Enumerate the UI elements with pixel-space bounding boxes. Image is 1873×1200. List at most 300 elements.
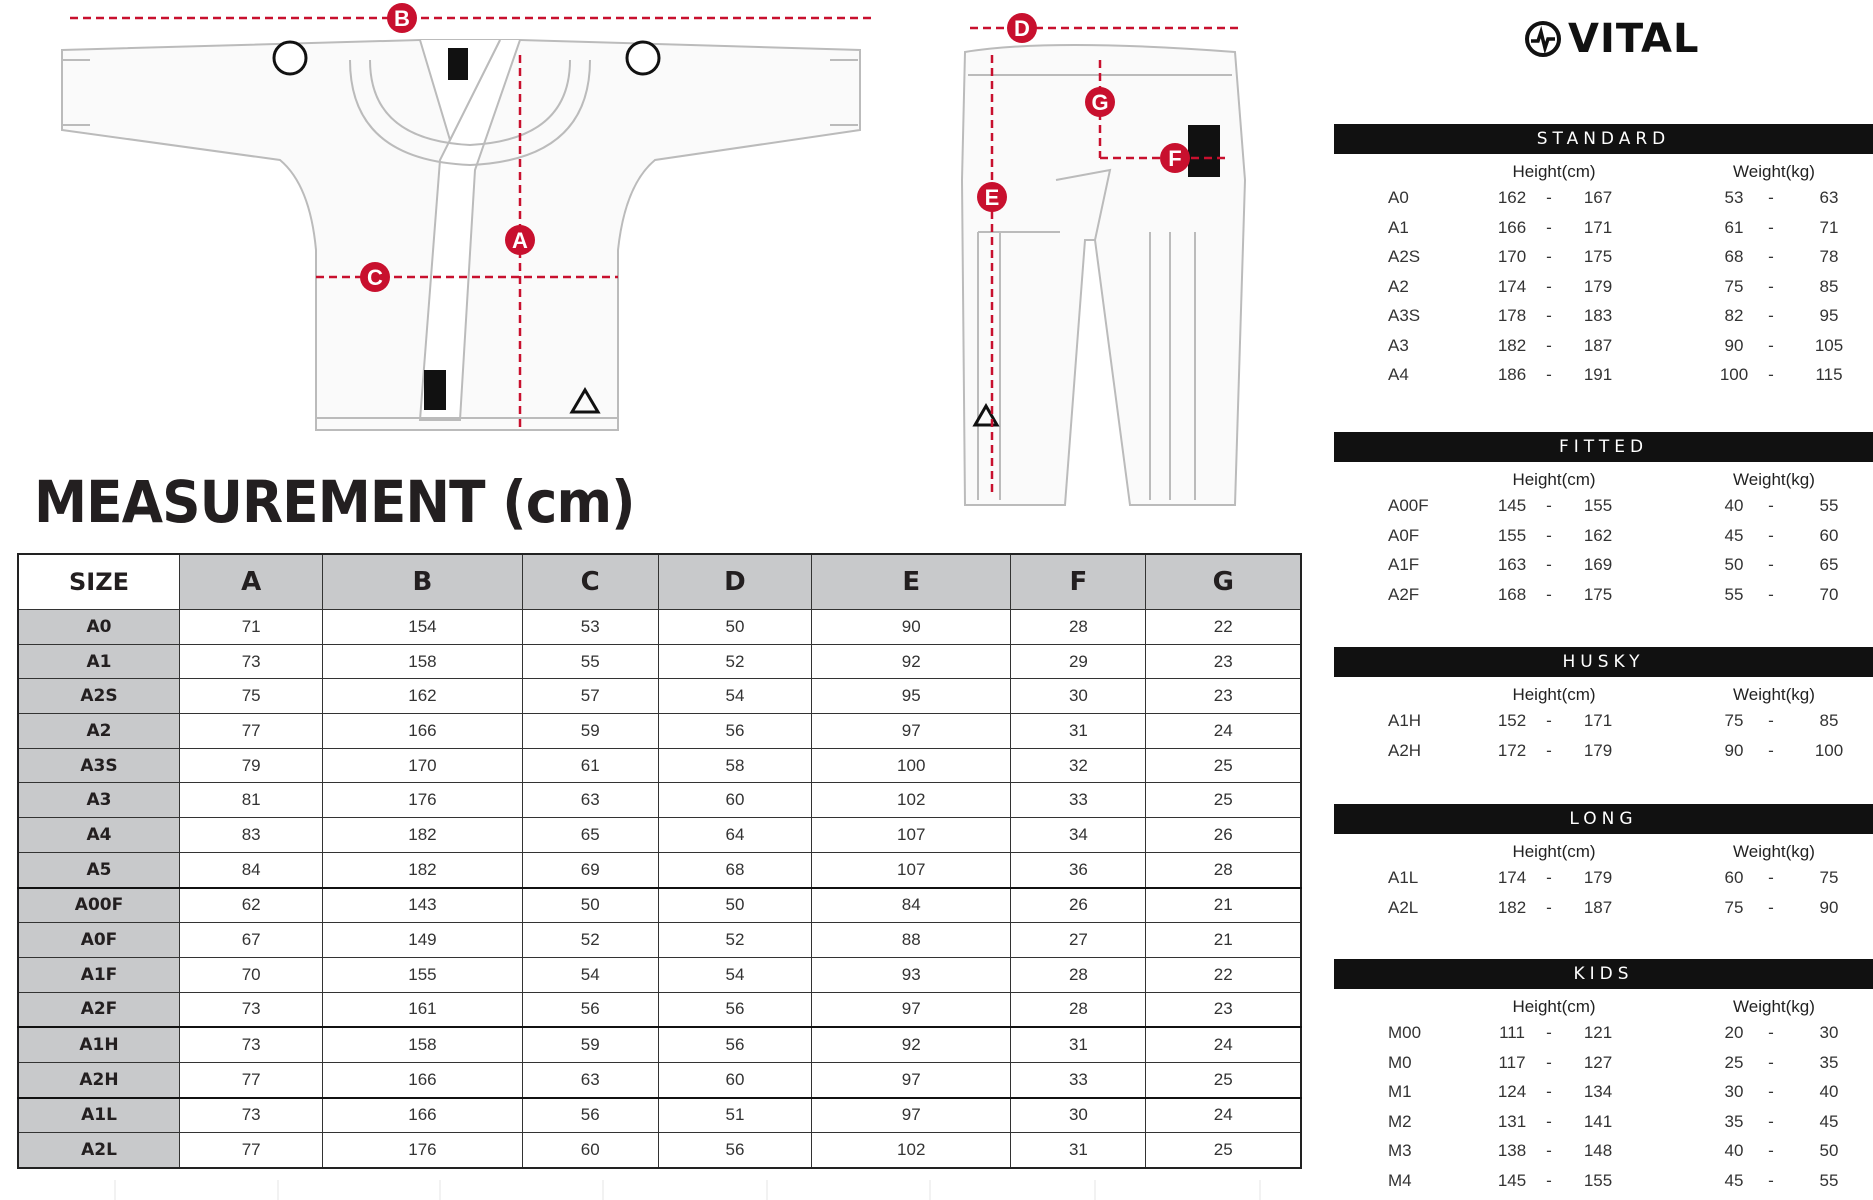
height-max: 191: [1583, 365, 1613, 384]
height-max: 127: [1583, 1052, 1613, 1072]
weight-header: Weight(kg): [1733, 842, 1815, 861]
size-cell: A2S: [18, 679, 180, 714]
value-cell: 34: [1011, 818, 1146, 853]
category-row: [1334, 492, 1873, 522]
height-min: 182: [1497, 335, 1527, 355]
range-dash: -: [1546, 1111, 1552, 1131]
size-label: A0: [1388, 188, 1409, 207]
value-cell: 21: [1146, 923, 1301, 958]
value-cell: 32: [1011, 748, 1146, 783]
table-row: [18, 1062, 1301, 1097]
weight-max: 55: [1819, 496, 1839, 515]
category-row: [1334, 551, 1873, 581]
size-label: A2: [1388, 276, 1409, 296]
weight-min: 20: [1724, 1023, 1744, 1042]
value-cell: 25: [1146, 783, 1301, 818]
range-dash: -: [1768, 365, 1774, 384]
label-a: A: [512, 228, 528, 253]
value-cell: 50: [522, 888, 658, 923]
header-cell: G: [1146, 554, 1301, 610]
weight-header: Weight(kg): [1733, 162, 1815, 181]
value-cell: 28: [1011, 610, 1146, 645]
table-row: [18, 748, 1301, 783]
value-cell: 64: [658, 818, 811, 853]
brand-name: VITAL: [1568, 16, 1700, 62]
weight-min: 75: [1724, 897, 1744, 917]
category-long: [1334, 804, 1873, 923]
value-cell: 75: [180, 679, 323, 714]
value-cell: 73: [180, 644, 323, 679]
range-dash: -: [1768, 740, 1774, 760]
range-dash: -: [1768, 1082, 1774, 1101]
value-cell: 28: [1146, 852, 1301, 887]
weight-max: 35: [1819, 1052, 1839, 1072]
value-cell: 59: [522, 1027, 658, 1062]
category-column-headers: [1334, 677, 1873, 707]
height-max: 167: [1583, 188, 1613, 207]
table-row: [18, 679, 1301, 714]
range-dash: -: [1768, 306, 1774, 325]
value-cell: 52: [658, 923, 811, 958]
height-max: 155: [1583, 496, 1613, 515]
category-column-headers: [1334, 462, 1873, 492]
category-row: [1334, 243, 1873, 273]
value-cell: 107: [812, 818, 1011, 853]
size-label: M0: [1388, 1052, 1412, 1072]
header-cell: SIZE: [18, 554, 180, 610]
size-label: A2S: [1388, 247, 1421, 266]
category-row: [1334, 332, 1873, 362]
size-label: A2H: [1388, 740, 1422, 760]
category-column-headers: [1334, 834, 1873, 864]
height-max: 183: [1583, 306, 1613, 325]
table-row: [18, 957, 1301, 992]
table-row: [18, 992, 1301, 1027]
value-cell: 166: [323, 1062, 522, 1097]
weight-max: 40: [1819, 1082, 1839, 1101]
size-cell: A0F: [18, 923, 180, 958]
value-cell: 26: [1146, 818, 1301, 853]
height-max: 171: [1583, 217, 1613, 237]
height-min: 182: [1497, 897, 1527, 917]
height-min: 162: [1497, 188, 1527, 207]
size-label: A1F: [1388, 555, 1420, 574]
value-cell: 57: [522, 679, 658, 714]
value-cell: 56: [522, 1098, 658, 1133]
range-dash: -: [1546, 1052, 1552, 1072]
category-row: [1334, 1137, 1873, 1167]
range-dash: -: [1768, 1052, 1774, 1072]
value-cell: 65: [522, 818, 658, 853]
weight-min: 50: [1724, 555, 1744, 574]
weight-min: 75: [1724, 711, 1744, 730]
category-row: [1334, 1167, 1873, 1197]
category-title: KIDS: [1334, 959, 1873, 989]
height-max: 171: [1583, 711, 1613, 730]
weight-min: 35: [1724, 1111, 1744, 1131]
value-cell: 31: [1011, 1133, 1146, 1168]
height-min: 117: [1498, 1052, 1526, 1072]
value-cell: 97: [812, 992, 1011, 1027]
weight-min: 82: [1724, 306, 1744, 325]
value-cell: 50: [658, 610, 811, 645]
value-cell: 95: [812, 679, 1011, 714]
label-b: B: [394, 6, 410, 31]
weight-min: 45: [1724, 1170, 1744, 1190]
size-cell: A00F: [18, 888, 180, 923]
header-cell: F: [1011, 554, 1146, 610]
value-cell: 30: [1011, 1098, 1146, 1133]
range-dash: -: [1546, 335, 1552, 355]
range-dash: -: [1546, 897, 1552, 917]
size-label: M2: [1388, 1111, 1412, 1131]
value-cell: 84: [180, 852, 323, 887]
value-cell: 154: [323, 610, 522, 645]
value-cell: 62: [180, 888, 323, 923]
size-label: A3: [1388, 335, 1409, 355]
range-dash: -: [1546, 247, 1552, 266]
height-min: 145: [1497, 1170, 1527, 1190]
range-dash: -: [1768, 188, 1774, 207]
value-cell: 24: [1146, 714, 1301, 749]
header-cell: D: [658, 554, 811, 610]
size-label: A2L: [1388, 897, 1419, 917]
weight-max: 45: [1819, 1111, 1839, 1131]
value-cell: 102: [812, 783, 1011, 818]
range-dash: -: [1768, 1170, 1774, 1190]
category-row: [1334, 1108, 1873, 1138]
value-cell: 79: [180, 748, 323, 783]
value-cell: 28: [1011, 957, 1146, 992]
height-min: 174: [1497, 276, 1527, 296]
weight-min: 30: [1724, 1082, 1744, 1101]
value-cell: 102: [812, 1133, 1011, 1168]
value-cell: 97: [812, 1098, 1011, 1133]
value-cell: 63: [522, 783, 658, 818]
height-max: 179: [1583, 276, 1613, 296]
range-dash: -: [1768, 868, 1774, 887]
category-standard: [1334, 124, 1873, 391]
weight-max: 65: [1819, 555, 1839, 574]
height-min: 138: [1497, 1141, 1527, 1160]
height-min: 111: [1499, 1023, 1525, 1042]
value-cell: 77: [180, 714, 323, 749]
height-header: Height(cm): [1512, 685, 1596, 704]
category-title: FITTED: [1334, 432, 1873, 462]
category-row: [1334, 302, 1873, 332]
value-cell: 143: [323, 888, 522, 923]
weight-max: 85: [1819, 276, 1839, 296]
height-min: 124: [1497, 1082, 1527, 1101]
size-label: M1: [1388, 1082, 1412, 1101]
range-dash: -: [1546, 1170, 1552, 1190]
weight-max: 55: [1819, 1170, 1839, 1190]
value-cell: 71: [180, 610, 323, 645]
table-row: [18, 783, 1301, 818]
size-cell: A5: [18, 852, 180, 887]
size-label: M3: [1388, 1141, 1412, 1160]
value-cell: 77: [180, 1133, 323, 1168]
size-cell: A1F: [18, 957, 180, 992]
table-row: [18, 888, 1301, 923]
value-cell: 23: [1146, 992, 1301, 1027]
weight-max: 60: [1819, 525, 1839, 545]
weight-max: 75: [1819, 868, 1839, 887]
category-row: [1334, 214, 1873, 244]
table-row: [18, 1098, 1301, 1133]
range-dash: -: [1546, 1141, 1552, 1160]
measurement-table-body: [18, 610, 1301, 1169]
weight-max: 95: [1819, 306, 1839, 325]
size-cell: A3: [18, 783, 180, 818]
range-dash: -: [1768, 335, 1774, 355]
value-cell: 83: [180, 818, 323, 853]
weight-max: 85: [1819, 711, 1839, 730]
value-cell: 52: [522, 923, 658, 958]
height-header: Height(cm): [1512, 997, 1596, 1016]
size-cell: A2L: [18, 1133, 180, 1168]
value-cell: 36: [1011, 852, 1146, 887]
value-cell: 30: [1011, 679, 1146, 714]
range-dash: -: [1768, 217, 1774, 237]
category-title: STANDARD: [1334, 124, 1873, 154]
category-row: [1334, 273, 1873, 303]
value-cell: 25: [1146, 1133, 1301, 1168]
category-kids: [1334, 959, 1873, 1196]
category-row: [1334, 1019, 1873, 1049]
value-cell: 23: [1146, 644, 1301, 679]
value-cell: 29: [1011, 644, 1146, 679]
weight-max: 30: [1819, 1023, 1839, 1042]
weight-header: Weight(kg): [1733, 685, 1815, 704]
value-cell: 26: [1011, 888, 1146, 923]
value-cell: 166: [323, 714, 522, 749]
size-label: A1: [1388, 217, 1409, 237]
value-cell: 88: [812, 923, 1011, 958]
range-dash: -: [1768, 1141, 1774, 1160]
value-cell: 182: [323, 852, 522, 887]
weight-min: 90: [1724, 335, 1744, 355]
size-cell: A1H: [18, 1027, 180, 1062]
height-min: 145: [1497, 496, 1527, 515]
range-dash: -: [1546, 1023, 1552, 1042]
value-cell: 63: [522, 1062, 658, 1097]
value-cell: 56: [658, 714, 811, 749]
range-dash: -: [1546, 868, 1552, 887]
value-cell: 31: [1011, 714, 1146, 749]
value-cell: 161: [323, 992, 522, 1027]
height-max: 121: [1583, 1023, 1613, 1042]
value-cell: 77: [180, 1062, 323, 1097]
value-cell: 54: [658, 679, 811, 714]
table-header-row: [18, 554, 1301, 610]
value-cell: 55: [522, 644, 658, 679]
label-f: F: [1168, 146, 1182, 171]
table-row: [18, 644, 1301, 679]
value-cell: 53: [522, 610, 658, 645]
page-title: MEASUREMENT (cm): [34, 468, 635, 536]
weight-max: 100: [1814, 740, 1844, 760]
table-row: [18, 818, 1301, 853]
brand-logo: [1524, 16, 1699, 62]
category-row: [1334, 894, 1873, 924]
weight-max: 70: [1819, 584, 1839, 604]
value-cell: 61: [522, 748, 658, 783]
range-dash: -: [1546, 365, 1552, 384]
weight-max: 78: [1819, 247, 1839, 266]
value-cell: 54: [658, 957, 811, 992]
height-header: Height(cm): [1512, 162, 1596, 181]
weight-max: 105: [1814, 335, 1844, 355]
range-dash: -: [1546, 217, 1552, 237]
size-cell: A0: [18, 610, 180, 645]
height-header: Height(cm): [1512, 470, 1596, 489]
value-cell: 60: [658, 1062, 811, 1097]
value-cell: 22: [1146, 957, 1301, 992]
garment-diagram: [0, 0, 1300, 520]
weight-min: 68: [1724, 247, 1744, 266]
value-cell: 176: [323, 1133, 522, 1168]
value-cell: 21: [1146, 888, 1301, 923]
weight-max: 71: [1819, 217, 1839, 237]
value-cell: 69: [522, 852, 658, 887]
value-cell: 67: [180, 923, 323, 958]
weight-header: Weight(kg): [1733, 470, 1815, 489]
value-cell: 73: [180, 1098, 323, 1133]
height-min: 131: [1497, 1111, 1527, 1131]
label-e: E: [984, 185, 1000, 210]
size-cell: A2H: [18, 1062, 180, 1097]
height-max: 155: [1583, 1170, 1613, 1190]
size-label: A1L: [1388, 868, 1419, 887]
height-max: 179: [1583, 740, 1613, 760]
weight-min: 40: [1724, 1141, 1744, 1160]
value-cell: 23: [1146, 679, 1301, 714]
size-cell: A3S: [18, 748, 180, 783]
value-cell: 162: [323, 679, 522, 714]
category-row: [1334, 184, 1873, 214]
height-min: 174: [1497, 868, 1527, 887]
range-dash: -: [1546, 711, 1552, 730]
height-max: 179: [1583, 868, 1613, 887]
value-cell: 92: [812, 1027, 1011, 1062]
value-cell: 28: [1011, 992, 1146, 1027]
table-row: [18, 852, 1301, 887]
value-cell: 166: [323, 1098, 522, 1133]
height-max: 141: [1583, 1111, 1613, 1131]
value-cell: 25: [1146, 748, 1301, 783]
jacket-drawing: [62, 40, 860, 430]
height-min: 170: [1497, 247, 1527, 266]
value-cell: 90: [812, 610, 1011, 645]
size-label: A1H: [1388, 711, 1422, 730]
range-dash: -: [1546, 525, 1552, 545]
category-row: [1334, 1078, 1873, 1108]
value-cell: 149: [323, 923, 522, 958]
weight-min: 61: [1724, 217, 1744, 237]
size-label: A2F: [1388, 584, 1420, 604]
value-cell: 158: [323, 1027, 522, 1062]
value-cell: 56: [522, 992, 658, 1027]
size-cell: A1: [18, 644, 180, 679]
value-cell: 70: [180, 957, 323, 992]
weight-min: 25: [1724, 1052, 1744, 1072]
value-cell: 24: [1146, 1027, 1301, 1062]
table-row: [18, 1133, 1301, 1168]
value-cell: 68: [658, 852, 811, 887]
range-dash: -: [1768, 1023, 1774, 1042]
value-cell: 176: [323, 783, 522, 818]
weight-min: 45: [1724, 525, 1744, 545]
value-cell: 73: [180, 1027, 323, 1062]
table-row: [18, 923, 1301, 958]
weight-max: 50: [1819, 1141, 1839, 1160]
height-max: 169: [1583, 555, 1613, 574]
value-cell: 81: [180, 783, 323, 818]
height-max: 148: [1583, 1141, 1613, 1160]
weight-min: 53: [1724, 188, 1744, 207]
height-min: 168: [1497, 584, 1527, 604]
height-max: 175: [1583, 584, 1613, 604]
height-min: 163: [1497, 555, 1527, 574]
range-dash: -: [1768, 555, 1774, 574]
value-cell: 27: [1011, 923, 1146, 958]
value-cell: 56: [658, 992, 811, 1027]
range-dash: -: [1768, 1111, 1774, 1131]
value-cell: 58: [658, 748, 811, 783]
value-cell: 60: [522, 1133, 658, 1168]
size-cell: A2F: [18, 992, 180, 1027]
weight-min: 75: [1724, 276, 1744, 296]
category-row: [1334, 707, 1873, 737]
category-husky: [1334, 647, 1873, 766]
value-cell: 73: [180, 992, 323, 1027]
range-dash: -: [1546, 496, 1552, 515]
value-cell: 51: [658, 1098, 811, 1133]
label-d: D: [1014, 16, 1030, 41]
weight-min: 55: [1724, 584, 1744, 604]
height-min: 172: [1497, 740, 1527, 760]
size-cell: A1L: [18, 1098, 180, 1133]
height-min: 178: [1497, 306, 1527, 325]
value-cell: 97: [812, 714, 1011, 749]
value-cell: 56: [658, 1027, 811, 1062]
value-cell: 60: [658, 783, 811, 818]
vital-logo-icon: [1524, 20, 1562, 58]
value-cell: 31: [1011, 1027, 1146, 1062]
range-dash: -: [1768, 276, 1774, 296]
category-row: [1334, 361, 1873, 391]
size-label: M4: [1388, 1170, 1412, 1190]
range-dash: -: [1768, 496, 1774, 515]
value-cell: 22: [1146, 610, 1301, 645]
size-label: A0F: [1388, 525, 1420, 545]
weight-min: 100: [1719, 365, 1749, 384]
measurement-table: [17, 553, 1302, 1169]
range-dash: -: [1546, 584, 1552, 604]
value-cell: 100: [812, 748, 1011, 783]
header-cell: B: [323, 554, 522, 610]
category-column-headers: [1334, 989, 1873, 1019]
range-dash: -: [1546, 276, 1552, 296]
weight-min: 40: [1724, 496, 1744, 515]
value-cell: 170: [323, 748, 522, 783]
value-cell: 155: [323, 957, 522, 992]
category-row: [1334, 1049, 1873, 1079]
category-row: [1334, 864, 1873, 894]
range-dash: -: [1768, 897, 1774, 917]
height-max: 187: [1583, 335, 1613, 355]
